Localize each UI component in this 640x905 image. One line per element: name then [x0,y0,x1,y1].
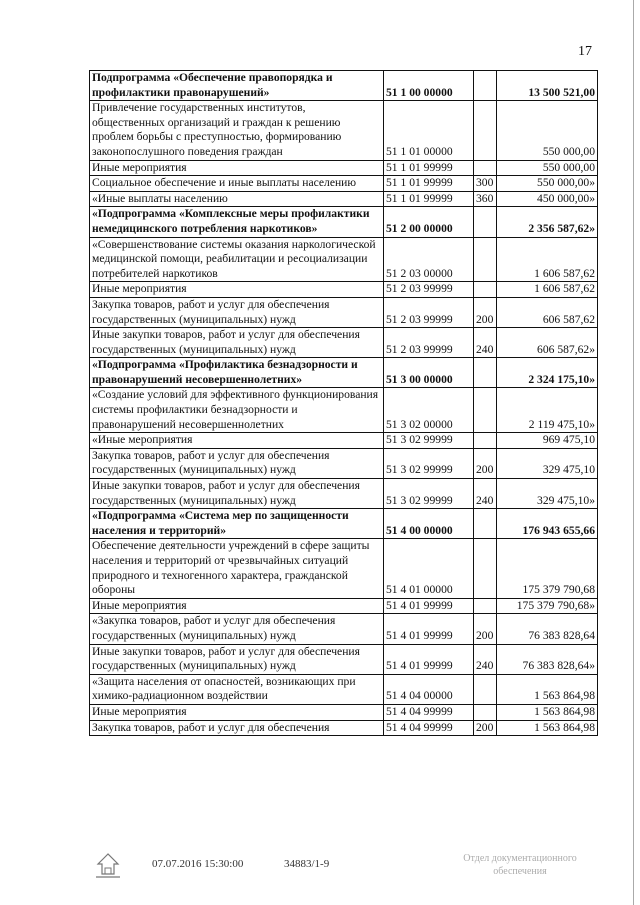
row-name-cell: Закупка товаров, работ и услуг для обеспечения государственных (муниципальных) нужд [90,297,384,327]
table-row [90,539,598,598]
table-row [90,433,598,449]
row-amount-cell: 969 475,10 [497,433,598,449]
row-amount-cell: 175 379 790,68 [497,539,598,598]
row-name-cell: «Создание условий для эффективного функционирования системы профилактики безнадзорности и правонарушений несовершеннолетних [90,388,384,433]
table-row [90,191,598,207]
row-name-cell: Иные мероприятия [90,160,384,176]
table-row [90,176,598,192]
stamp-line-1: Отдел документационного [463,853,577,864]
row-amount-cell: 329 475,10 [497,448,598,478]
row-amount-cell: 1 563 864,98 [497,674,598,704]
row-name-cell: Закупка товаров, работ и услуг для обеспечения [90,720,384,736]
row-type-cell: 240 [474,328,497,358]
row-code-cell: 51 3 02 99999 [384,448,474,478]
row-type-cell [474,160,497,176]
row-type-cell [474,207,497,237]
row-type-cell [474,71,497,101]
row-code-cell: 51 1 01 99999 [384,160,474,176]
table-row [90,388,598,433]
row-code-cell: 51 4 04 99999 [384,720,474,736]
table-row [90,71,598,101]
table-row [90,237,598,282]
row-amount-cell: 450 000,00» [497,191,598,207]
row-name-cell: Привлечение государственных институтов, общественных организаций и граждан к решению проблем борьбы с преступностью, формированию законопослушного поведения граждан [90,101,384,160]
row-name-cell: Иные мероприятия [90,598,384,614]
budget-table [89,70,598,736]
table-row [90,160,598,176]
row-type-cell: 240 [474,644,497,674]
row-type-cell: 360 [474,191,497,207]
row-name-cell: Обеспечение деятельности учреждений в сфере защиты населения и территорий от чрезвычайных ситуаций природного и техногенного характера, гражданской обороны [90,539,384,598]
row-amount-cell: 606 587,62» [497,328,598,358]
row-name-cell: Иные закупки товаров, работ и услуг для обеспечения государственных (муниципальных) нужд [90,479,384,509]
row-name-cell: Иные закупки товаров, работ и услуг для обеспечения государственных (муниципальных) нужд [90,644,384,674]
row-amount-cell: 1 606 587,62 [497,282,598,298]
row-code-cell: 51 2 03 00000 [384,237,474,282]
row-name-cell: «Иные мероприятия [90,433,384,449]
row-amount-cell: 2 119 475,10» [497,388,598,433]
row-code-cell: 51 2 03 99999 [384,328,474,358]
row-type-cell: 200 [474,448,497,478]
row-type-cell [474,704,497,720]
row-type-cell: 200 [474,720,497,736]
row-code-cell: 51 1 01 99999 [384,176,474,192]
row-type-cell [474,101,497,160]
department-stamp [445,852,595,878]
page-number: 17 [578,44,592,59]
footer-datetime: 07.07.2016 15:30:00 [152,858,244,870]
table-row [90,328,598,358]
row-name-cell: Иные мероприятия [90,282,384,298]
row-code-cell: 51 4 04 00000 [384,674,474,704]
row-code-cell: 51 4 01 99999 [384,598,474,614]
table-row [90,207,598,237]
row-type-cell [474,539,497,598]
table-row [90,448,598,478]
row-code-cell: 51 2 03 99999 [384,297,474,327]
table-row [90,720,598,736]
row-code-cell: 51 3 02 00000 [384,388,474,433]
row-amount-cell: 1 606 587,62 [497,237,598,282]
row-type-cell [474,598,497,614]
emblem-logo [93,852,123,885]
row-code-cell: 51 2 00 00000 [384,207,474,237]
row-name-cell: «Подпрограмма «Профилактика безнадзорности и правонарушений несовершеннолетних» [90,358,384,388]
table-row [90,358,598,388]
row-name-cell: Подпрограмма «Обеспечение правопорядка и профилактики правонарушений» [90,71,384,101]
row-type-cell [474,358,497,388]
row-amount-cell: 76 383 828,64 [497,614,598,644]
table-row [90,509,598,539]
row-type-cell [474,282,497,298]
table-row [90,101,598,160]
footer-doc-number: 34883/1-9 [284,858,330,870]
row-amount-cell: 76 383 828,64» [497,644,598,674]
page-edge-line [633,0,634,905]
row-amount-cell: 329 475,10» [497,479,598,509]
table-row [90,614,598,644]
row-amount-cell: 550 000,00 [497,160,598,176]
row-code-cell: 51 4 04 99999 [384,704,474,720]
row-code-cell: 51 2 03 99999 [384,282,474,298]
row-amount-cell: 1 563 864,98 [497,704,598,720]
row-code-cell: 51 4 01 00000 [384,539,474,598]
row-amount-cell: 2 324 175,10» [497,358,598,388]
stamp-line-2: обеспечения [493,866,547,877]
row-code-cell: 51 3 02 99999 [384,479,474,509]
row-amount-cell: 13 500 521,00 [497,71,598,101]
row-name-cell: Иные закупки товаров, работ и услуг для обеспечения государственных (муниципальных) нужд [90,328,384,358]
row-name-cell: Закупка товаров, работ и услуг для обеспечения государственных (муниципальных) нужд [90,448,384,478]
row-amount-cell: 606 587,62 [497,297,598,327]
row-amount-cell: 176 943 655,66 [497,509,598,539]
table-row [90,674,598,704]
table-row [90,479,598,509]
row-name-cell: Социальное обеспечение и иные выплаты населению [90,176,384,192]
row-type-cell [474,237,497,282]
row-name-cell: «Подпрограмма «Комплексные меры профилактики немедицинского потребления наркотиков» [90,207,384,237]
table-row [90,704,598,720]
row-type-cell [474,433,497,449]
row-code-cell: 51 4 01 99999 [384,644,474,674]
table-row [90,297,598,327]
row-code-cell: 51 1 00 00000 [384,71,474,101]
row-name-cell: «Подпрограмма «Система мер по защищенности населения и территорий» [90,509,384,539]
row-type-cell [474,388,497,433]
row-code-cell: 51 1 01 99999 [384,191,474,207]
row-name-cell: «Закупка товаров, работ и услуг для обеспечения государственных (муниципальных) нужд [90,614,384,644]
row-type-cell: 200 [474,614,497,644]
row-name-cell: Иные мероприятия [90,704,384,720]
row-type-cell: 200 [474,297,497,327]
row-type-cell [474,674,497,704]
row-code-cell: 51 1 01 00000 [384,101,474,160]
table-row [90,644,598,674]
row-type-cell: 300 [474,176,497,192]
row-name-cell: «Иные выплаты населению [90,191,384,207]
row-type-cell [474,509,497,539]
row-code-cell: 51 4 01 99999 [384,614,474,644]
row-code-cell: 51 3 00 00000 [384,358,474,388]
row-name-cell: «Совершенствование системы оказания наркологической медицинской помощи, реабилитации и ресоциализации потребителей наркотиков [90,237,384,282]
budget-table-body [90,71,598,736]
table-row [90,598,598,614]
row-amount-cell: 2 356 587,62» [497,207,598,237]
row-amount-cell: 550 000,00 [497,101,598,160]
row-amount-cell: 1 563 864,98 [497,720,598,736]
row-amount-cell: 175 379 790,68» [497,598,598,614]
row-code-cell: 51 3 02 99999 [384,433,474,449]
row-code-cell: 51 4 00 00000 [384,509,474,539]
row-type-cell: 240 [474,479,497,509]
row-amount-cell: 550 000,00» [497,176,598,192]
table-row [90,282,598,298]
row-name-cell: «Защита населения от опасностей, возникающих при химико-радиационном воздействии [90,674,384,704]
